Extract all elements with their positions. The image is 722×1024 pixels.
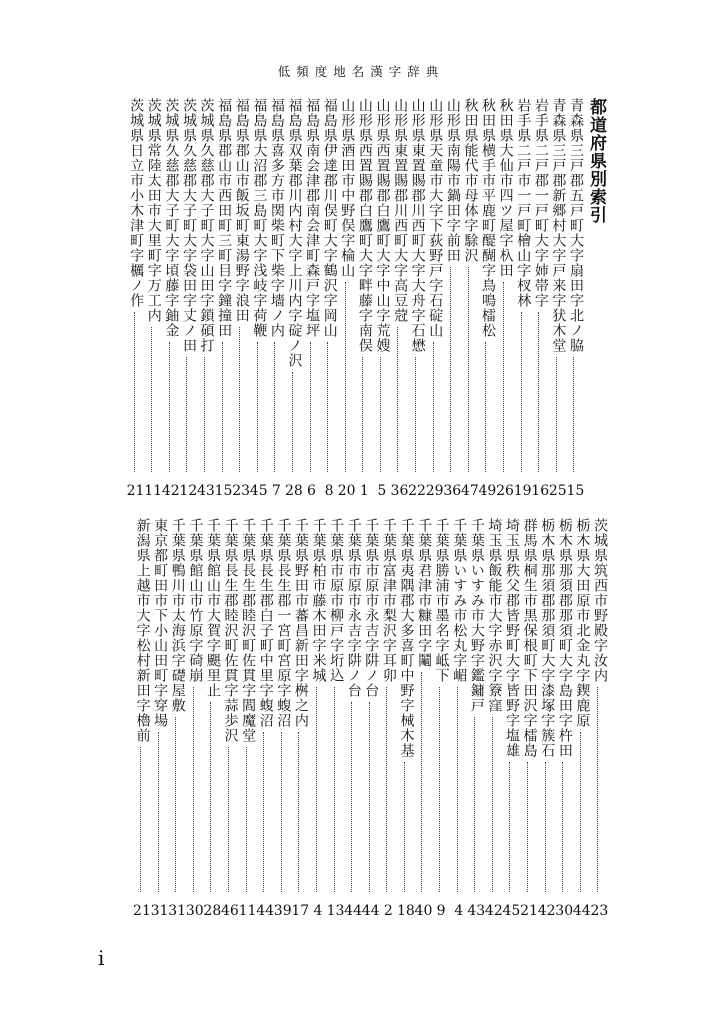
entry-address: 千葉県長生郡睦沢町佐貫字蒜歩沢 <box>222 518 239 743</box>
index-entry <box>291 518 309 920</box>
index-entry <box>531 98 549 500</box>
entry-address: 埼玉県秩父郡皆野町大字皆野字塩雄 <box>504 518 521 758</box>
entry-page-number: 5 <box>377 483 387 499</box>
entry-address: 秋田県大仙市四ツ屋字杁田 <box>497 98 514 278</box>
entry-page-number: 36 <box>390 483 409 499</box>
entry-address: 千葉県いすみ市大野字鑑鏞戸 <box>468 518 485 713</box>
leader-dots <box>186 357 187 472</box>
leader-dots <box>246 747 247 892</box>
entry-page-number: 12 <box>179 483 198 499</box>
entry-address: 秋田県横手市平鹿町醍醐字鳥鳴檑松 <box>480 98 497 338</box>
entry-page-number: 8 <box>324 483 334 499</box>
entry-page-number: 2 <box>383 903 393 919</box>
entry-page-number: 28 <box>284 483 303 499</box>
index-entry <box>414 518 432 920</box>
entry-page-number: 1 <box>359 483 369 499</box>
entry-address: 青森県三戸郡五戸町大字扇田字北ノ脇 <box>568 98 584 353</box>
index-entry <box>144 98 162 500</box>
entry-address: 福島県伊達郡川俣町大字鶴沢字岡山 <box>321 98 338 338</box>
index-entry <box>355 98 373 500</box>
entry-address: 千葉県野田市蕃昌新田字桝之内 <box>292 518 309 728</box>
entry-address: 青森県三戸郡新郷村大字戸来字犾木堂 <box>550 98 567 353</box>
index-entry <box>232 98 250 500</box>
entry-address: 千葉県柏市藤木田字米城 <box>310 518 327 683</box>
entry-page-number: 21 <box>126 483 145 499</box>
entry-address: 山形県東置賜郡川西町大字大舟字石懋 <box>409 98 426 353</box>
entry-page-number: 46 <box>221 903 239 919</box>
index-entry <box>309 518 327 920</box>
index-entry <box>549 98 567 500</box>
entry-page-number: 42 <box>161 483 180 499</box>
entry-page-number: 28 <box>203 903 222 919</box>
entry-address: 千葉県館山市竹原字碕崩 <box>187 518 204 683</box>
index-entry <box>520 518 538 920</box>
leader-dots <box>521 312 522 472</box>
entry-address: 千葉県市原市永吉字阱ノ台 <box>345 518 362 698</box>
entry-address: 新潟県上越市大字松村新田字櫓前 <box>134 518 151 743</box>
entry-address: 千葉県夷隅郡大多喜町中野字械木基 <box>398 518 415 758</box>
leader-dots <box>239 327 240 472</box>
entry-page-number: 11 <box>238 903 257 919</box>
entry-page-number: 47 <box>460 483 479 499</box>
entry-page-number: 45 <box>249 483 268 499</box>
index-entry <box>162 98 180 500</box>
leader-dots <box>485 342 486 472</box>
index-entry <box>151 518 169 920</box>
leader-dots <box>397 327 398 472</box>
entry-address: 千葉県君津市糠田字鬮 <box>416 518 433 668</box>
leader-dots <box>222 342 223 472</box>
entry-page-number: 44 <box>361 903 380 919</box>
entry-address: 山形県南陽市鍋田字前田 <box>444 98 461 263</box>
entry-address: 山形県西置賜郡白鷹町大字中山字荒嫂 <box>374 98 391 353</box>
leader-dots <box>193 687 194 892</box>
entry-address: 東京都町田市下小山田町字穿場 <box>152 518 169 728</box>
leader-dots <box>468 267 469 472</box>
leader-dots <box>545 762 546 892</box>
entry-address: 千葉県鴨川市太海浜字礎屋敷 <box>169 518 186 713</box>
leader-dots <box>345 282 346 472</box>
leader-dots <box>421 672 422 892</box>
index-entry <box>186 518 204 920</box>
leader-dots <box>597 687 598 892</box>
index-entry <box>496 98 514 500</box>
index-entry <box>514 98 532 500</box>
entry-page-number: 44 <box>256 903 275 919</box>
entry-page-number: 25 <box>548 483 567 499</box>
entry-page-number: 43 <box>197 483 215 499</box>
index-entry <box>467 518 485 920</box>
index-entry <box>478 98 496 500</box>
leader-dots <box>274 342 275 472</box>
index-entry <box>203 518 221 920</box>
entry-page-number: 31 <box>150 903 169 919</box>
leader-dots <box>281 732 282 892</box>
entry-page-number: 6 <box>307 483 316 499</box>
index-entry <box>327 518 345 920</box>
entry-page-number: 29 <box>425 483 444 499</box>
entry-address: 千葉県館山市大賀字颶里止 <box>204 518 221 698</box>
entry-page-number: 40 <box>414 903 433 919</box>
entry-address: 山形県酒田市中野俣字棆山 <box>339 98 356 278</box>
entry-address: 秋田県能代市母体字駼沢 <box>462 98 479 263</box>
entry-address: 栃木県大田原市北金丸字鍥鹿原 <box>574 518 591 728</box>
entry-address: 千葉県富津市梨沢字耳卯 <box>380 518 397 683</box>
entry-address: 茨城県久慈郡大子町大字袋田字丈ノ田 <box>180 98 197 353</box>
entry-page-number: 42 <box>537 903 556 919</box>
leader-dots <box>457 687 458 892</box>
entry-page-number: 20 <box>337 483 356 499</box>
leader-dots <box>228 747 229 892</box>
index-entry <box>390 98 408 500</box>
index-entry <box>573 518 591 920</box>
entry-address: 山形県西置賜郡白鷹町大字畔藤字南俣 <box>356 98 373 353</box>
leader-dots <box>204 357 205 472</box>
entry-address: 栃木県那須郡那須町大字島田字杵田 <box>556 518 573 758</box>
entry-page-number: 7 <box>271 483 281 499</box>
entry-address: 千葉県いすみ市松丸字嵋 <box>451 518 468 683</box>
entry-address: 茨城県久慈郡大子町大字山田字鎖碩打 <box>198 98 215 353</box>
entry-page-number: 43 <box>467 903 486 919</box>
entry-address: 千葉県勝浦市墨名字岻下 <box>433 518 450 683</box>
entry-page-number: 23 <box>590 903 609 919</box>
entry-page-number: 31 <box>168 903 187 919</box>
entry-page-number: 4 <box>454 903 464 919</box>
index-entry <box>320 98 338 500</box>
index-entry <box>256 518 274 920</box>
entry-page-number: 23 <box>232 483 251 499</box>
entry-page-number: 44 <box>344 903 362 919</box>
leader-dots <box>362 357 363 472</box>
leader-dots <box>310 342 311 472</box>
leader-dots <box>210 702 211 892</box>
index-entry <box>267 98 285 500</box>
leader-dots <box>439 687 440 892</box>
section-title: 都道府県別索引 <box>586 98 606 224</box>
leader-dots <box>140 747 141 892</box>
index-block-top <box>88 98 608 500</box>
index-entry <box>450 518 468 920</box>
page-folio: i <box>98 946 105 970</box>
entry-page-number: 21 <box>133 903 151 919</box>
leader-dots <box>404 762 405 892</box>
running-head: 低頻度地名漢字辞典 <box>277 64 445 79</box>
index-entry <box>133 518 151 920</box>
index-entry <box>239 518 257 920</box>
entry-address: 福島県喜多方市関柴町下柴字墻ノ内 <box>268 98 285 338</box>
entry-address: 千葉県市原市永吉字阱ノ台 <box>363 518 380 698</box>
entry-address: 福島県南会津郡南会津町森戸字塩坪 <box>304 98 321 338</box>
leader-dots <box>158 732 159 892</box>
leader-dots <box>316 687 317 892</box>
leader-dots <box>433 342 434 472</box>
index-entry <box>502 518 520 920</box>
leader-dots <box>492 717 493 892</box>
entry-page-number: 9 <box>436 903 446 919</box>
index-entry <box>566 98 584 500</box>
index-entry <box>538 518 556 920</box>
leader-dots <box>503 282 504 472</box>
entry-page-number: 39 <box>273 903 292 919</box>
leader-dots <box>327 342 328 472</box>
entry-address: 千葉県長生郡睦沢町佐貫字閻魔堂 <box>240 518 257 743</box>
entry-page-number: 11 <box>144 483 163 499</box>
leader-dots <box>351 702 352 892</box>
index-entry <box>408 98 426 500</box>
entry-address: 千葉県長生郡一宮町宮原字蝮沼 <box>275 518 292 728</box>
entry-address: 福島県郡山市西田町三町目字鐘撞田 <box>216 98 233 338</box>
entry-address: 福島県郡山市飯坂町東湯野字浪田 <box>233 98 250 323</box>
entry-page-number: 30 <box>555 903 574 919</box>
entry-page-number: 44 <box>572 903 591 919</box>
entry-page-number: 17 <box>291 903 310 919</box>
leader-dots <box>263 732 264 892</box>
index-entry <box>426 98 444 500</box>
entry-page-number: 21 <box>520 903 538 919</box>
entry-address: 茨城県久慈郡大子町大字頃藤字鈾金 <box>163 98 180 338</box>
entry-page-number: 42 <box>484 903 503 919</box>
index-entry <box>555 518 573 920</box>
entry-page-number: 18 <box>396 903 415 919</box>
entry-address: 山形県天童市大字下荻野戸字石碇山 <box>427 98 444 338</box>
entry-address: 茨城県日立市小木津町字櫔ノ作 <box>128 98 145 308</box>
index-entry <box>303 98 321 500</box>
entry-page-number: 4 <box>313 903 323 919</box>
index-entry <box>461 98 479 500</box>
index-entry <box>379 518 397 920</box>
leader-dots <box>538 312 539 472</box>
leader-dots <box>151 327 152 472</box>
entry-address: 千葉県市原市柳戸字垳込 <box>328 518 345 683</box>
index-entry <box>373 98 391 500</box>
index-entry <box>197 98 215 500</box>
leader-dots <box>175 717 176 892</box>
leader-dots <box>450 267 451 472</box>
entry-page-number: 49 <box>478 483 497 499</box>
entry-address: 福島県大沼郡三島町大字浅岐字荷鞭 <box>251 98 268 338</box>
leader-dots <box>334 687 335 892</box>
leader-dots <box>509 762 510 892</box>
index-entry <box>590 518 608 920</box>
index-entry <box>432 518 450 920</box>
index-entry <box>274 518 292 920</box>
entry-address: 岩手県二戸郡一戸町大字姉帯字 <box>532 98 549 308</box>
index-entry <box>221 518 239 920</box>
entry-page-number: 16 <box>531 483 550 499</box>
index-entry <box>338 98 356 500</box>
entry-page-number: 36 <box>443 483 462 499</box>
leader-dots <box>380 357 381 472</box>
index-entry <box>397 518 415 920</box>
leader-dots <box>298 732 299 892</box>
index-entry <box>443 98 461 500</box>
leader-dots <box>527 762 528 892</box>
index-entry <box>485 518 503 920</box>
entry-address: 福島県双葉郡川内村大字上川内字碇ノ沢 <box>286 98 303 368</box>
entry-address: 群馬県桐生市黒保根町下田沢字檑島 <box>521 518 538 758</box>
leader-dots <box>556 357 557 472</box>
leader-dots <box>134 312 135 472</box>
leader-dots <box>562 762 563 892</box>
entry-address: 山形県東置賜郡川西町大字高豆蒄 <box>392 98 409 323</box>
index-entry <box>250 98 268 500</box>
entry-page-number: 26 <box>496 483 514 499</box>
leader-dots <box>474 717 475 892</box>
entry-address: 茨城県筑西市野殿字汝内 <box>592 518 608 683</box>
index-entry <box>168 518 186 920</box>
index-entry <box>285 98 303 500</box>
index-entry <box>127 98 145 500</box>
leader-dots <box>257 342 258 472</box>
index-entry <box>179 98 197 500</box>
entry-page-number: 15 <box>566 483 585 499</box>
entry-address: 埼玉県飯能市大字赤沢字簝窪 <box>486 518 503 713</box>
index-entry <box>362 518 380 920</box>
entry-address: 栃木県那須郡那須町大字漆塚字簇石 <box>539 518 556 758</box>
entry-page-number: 22 <box>408 483 426 499</box>
index-block-bottom <box>88 518 608 920</box>
leader-dots <box>580 732 581 892</box>
index-entry <box>344 518 362 920</box>
entry-page-number: 30 <box>185 903 204 919</box>
leader-dots <box>415 357 416 472</box>
entry-address: 岩手県二戸市一戸町檜山字杈林 <box>515 98 532 308</box>
entry-address: 茨城県常陸太田市大里町字万工内 <box>145 98 162 323</box>
entry-page-number: 15 <box>214 483 233 499</box>
leader-dots <box>369 702 370 892</box>
entry-page-number: 13 <box>326 903 345 919</box>
leader-dots <box>292 372 293 472</box>
entry-page-number: 19 <box>513 483 532 499</box>
index-entry <box>215 98 233 500</box>
entry-address: 千葉県長生郡白子町中里字蝮沼 <box>257 518 274 728</box>
leader-dots <box>573 357 574 472</box>
entry-page-number: 45 <box>502 903 521 919</box>
leader-dots <box>169 342 170 472</box>
leader-dots <box>386 687 387 892</box>
